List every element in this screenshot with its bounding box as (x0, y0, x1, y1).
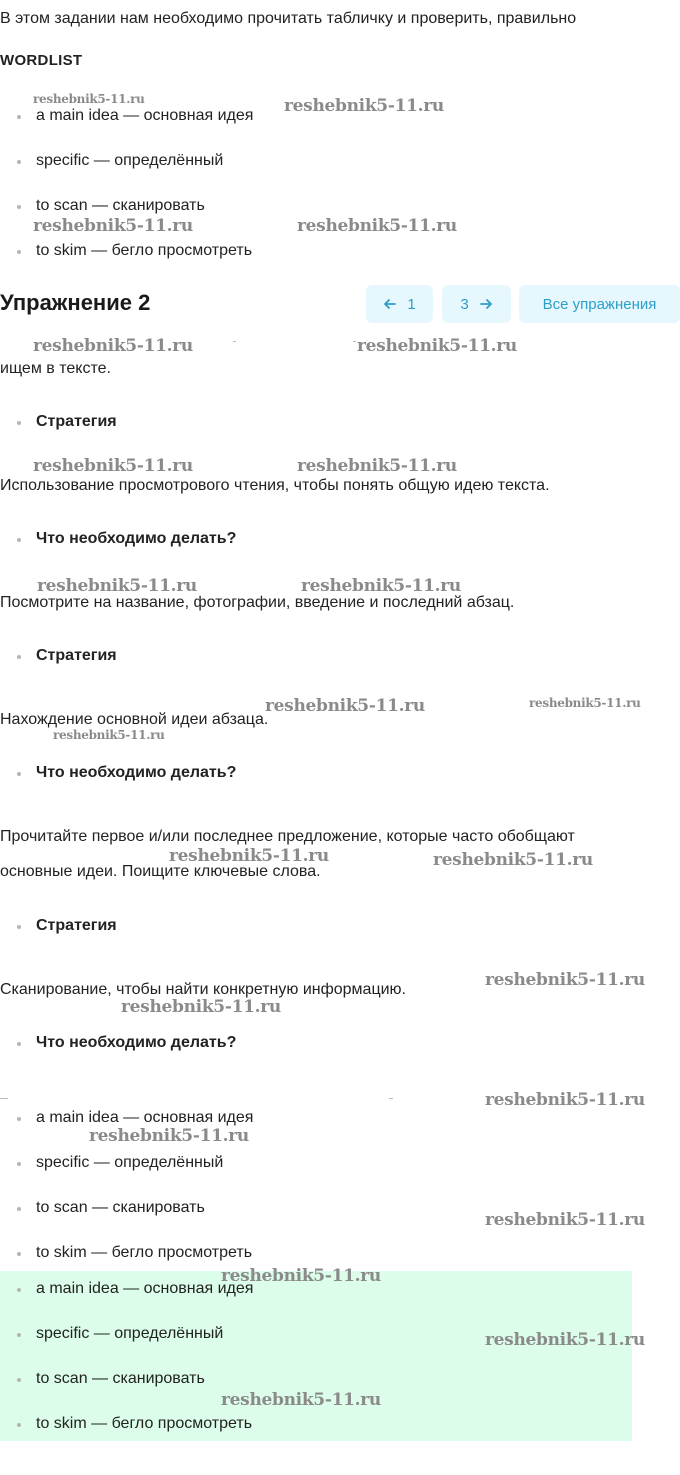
list-item: to scan — сканировать (18, 196, 205, 216)
list-item: specific — определённый (18, 1324, 223, 1344)
list-item: Стратегия (18, 412, 117, 432)
watermark: reshebnik5-11.ru (221, 1266, 381, 1286)
watermark: reshebnik5-11.ru (169, 846, 329, 866)
content-text: Нахождение основной идеи абзаца. (0, 711, 269, 728)
watermark: reshebnik5-11.ru (485, 970, 645, 990)
watermark: reshebnik5-11.ru (301, 576, 461, 596)
list-item: a main idea — основная идея (18, 1108, 253, 1128)
wordlist-title: WORDLIST (0, 52, 83, 69)
divider (233, 341, 236, 342)
list-item: to skim — бегло просмотреть (18, 1243, 252, 1263)
arrow-right-icon (479, 297, 493, 311)
content-text: основные идеи. Поищите ключевые слова. (0, 863, 321, 880)
watermark: reshebnik5-11.ru (37, 576, 197, 596)
list-item: to skim — бегло просмотреть (18, 241, 252, 261)
watermark: reshebnik5-11.ru (284, 96, 444, 116)
divider (389, 1098, 393, 1099)
next-exercise-label: 3 (460, 295, 469, 313)
watermark: reshebnik5-11.ru (53, 728, 165, 742)
list-item: Что необходимо делать? (18, 1033, 236, 1053)
watermark: reshebnik5-11.ru (33, 336, 193, 356)
list-item: to scan — сканировать (18, 1198, 205, 1218)
list-item: to skim — бегло просмотреть (18, 1414, 252, 1434)
watermark: reshebnik5-11.ru (33, 216, 193, 236)
prev-exercise-label: 1 (407, 295, 416, 313)
divider (0, 1098, 8, 1099)
arrow-left-icon (383, 297, 397, 311)
list-item: specific — определённый (18, 1153, 223, 1173)
prev-exercise-button[interactable] (366, 285, 433, 323)
watermark: reshebnik5-11.ru (33, 92, 145, 106)
list-item: Стратегия (18, 646, 117, 666)
content-text: Использование просмотрового чтения, чтобы понять общую идею текста. (0, 477, 550, 494)
content-text: Сканирование, чтобы найти конкретную информацию. (0, 981, 406, 998)
all-exercises-button[interactable]: Все упражнения (519, 285, 680, 323)
list-item: to scan — сканировать (18, 1369, 205, 1389)
watermark: reshebnik5-11.ru (297, 216, 457, 236)
watermark: reshebnik5-11.ru (433, 850, 593, 870)
watermark: reshebnik5-11.ru (221, 1390, 381, 1410)
list-item: Стратегия (18, 916, 117, 936)
next-exercise-button[interactable] (442, 285, 511, 323)
content-text: Прочитайте первое и/или последнее предложение, которые часто обобщают (0, 828, 575, 845)
watermark: reshebnik5-11.ru (297, 456, 457, 476)
exercise-title: Упражнение 2 (0, 290, 151, 315)
watermark: reshebnik5-11.ru (529, 696, 641, 710)
watermark: reshebnik5-11.ru (485, 1330, 645, 1350)
divider (353, 341, 356, 342)
watermark: reshebnik5-11.ru (485, 1210, 645, 1230)
watermark: reshebnik5-11.ru (33, 456, 193, 476)
watermark: reshebnik5-11.ru (121, 997, 281, 1017)
list-item: Что необходимо делать? (18, 763, 236, 783)
list-item: Что необходимо делать? (18, 529, 236, 549)
content-text: ищем в тексте. (0, 360, 111, 377)
watermark: reshebnik5-11.ru (485, 1090, 645, 1110)
list-item: a main idea — основная идея (18, 106, 253, 126)
list-item: specific — определённый (18, 151, 223, 171)
content-text: Посмотрите на название, фотографии, введение и последний абзац. (0, 594, 515, 611)
watermark: reshebnik5-11.ru (357, 336, 517, 356)
intro-text: В этом задании нам необходимо прочитать табличку и проверить, правильно (0, 10, 577, 27)
list-item: a main idea — основная идея (18, 1279, 253, 1299)
watermark: reshebnik5-11.ru (265, 696, 425, 716)
watermark: reshebnik5-11.ru (89, 1126, 249, 1146)
